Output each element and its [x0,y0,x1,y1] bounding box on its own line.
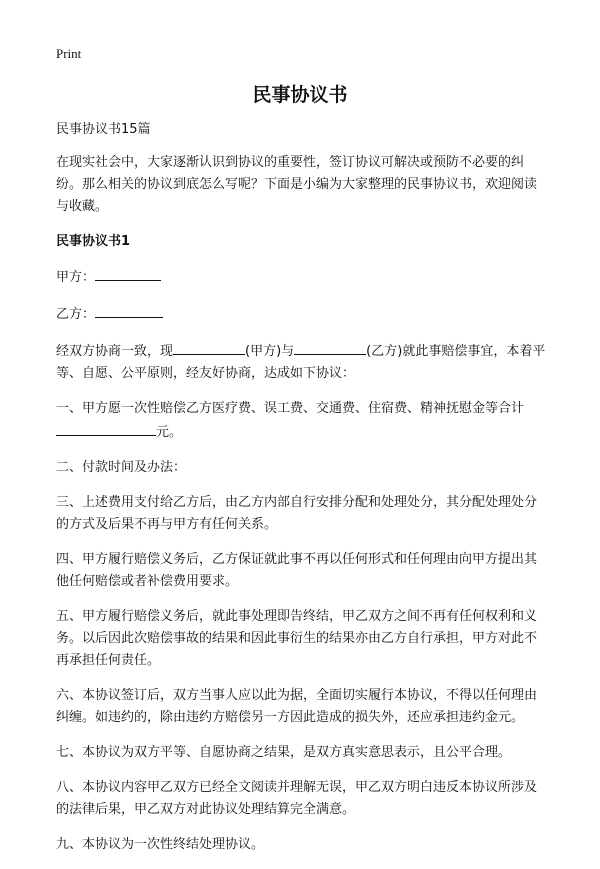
negotiation-text-2: (甲方)与 [245,344,295,359]
party-a-name-blank [173,339,245,355]
clause-1 [56,398,546,444]
amount-blank [56,420,156,436]
document-body [56,119,546,869]
clause-8: 八、本协议内容甲乙双方已经全文阅读并理解无误，甲乙双方明白违反本协议所涉及的法律后果，甲乙双方对此协议处理结算完全满意。 [56,780,538,817]
document-subtitle: 民事协议书15篇 [56,122,151,137]
clause-5: 五、甲方履行赔偿义务后，就此事处理即告终结，甲乙双方之间不再有任何权利和义务。以后因此次赔偿事故的结果和因此事衍生的结果亦由乙方自行承担，甲方对此不再承担任何责任。 [56,609,538,668]
clause-4: 四、甲方履行赔偿义务后，乙方保证就此事不再以任何形式和任何理由向甲方提出其他任何赔偿或者补偿费用要求。 [56,552,538,589]
clause-2: 二、付款时间及办法： [56,460,187,475]
negotiation-text-3: (乙方)就此事赔偿事宜，本着平等、自愿、公平原则，经友好协商，达成如下协议： [56,344,546,381]
clause-7: 七、本协议为双方平等、自愿协商之结果，是双方真实意思表示，且公平合理。 [56,745,512,760]
negotiation-paragraph [56,339,546,385]
clause-9: 九、本协议为一次性终结处理协议。 [56,837,265,852]
clause-1-suffix: 元。 [156,425,183,440]
section-heading: 民事协议书1 [56,234,131,249]
document-title: 民事协议书 [252,84,348,106]
party-b-blank [95,302,163,318]
party-a-line [56,265,546,289]
party-b-label: 乙方： [56,307,96,322]
party-b-line [56,302,546,326]
party-a-label: 甲方： [56,270,96,285]
print-link[interactable]: Print [56,46,82,61]
clause-1-text: 一、甲方愿一次性赔偿乙方医疗费、误工费、交通费、住宿费、精神抚慰金等合计 [56,401,525,416]
party-a-blank [95,265,161,281]
negotiation-text-1: 经双方协商一致，现 [56,344,174,359]
intro-paragraph: 在现实社会中，大家逐渐认识到协议的重要性，签订协议可解决或预防不必要的纠纷。那么相关的协议到底怎么写呢？下面是小编为大家整理的民事协议书，欢迎阅读与收藏。 [56,155,538,214]
party-b-name-blank [294,339,366,355]
clause-3: 三、上述费用支付给乙方后，由乙方内部自行安排分配和处理处分，其分配处理处分的方式及后果不再与甲方有任何关系。 [56,495,538,532]
clause-6: 六、本协议签订后，双方当事人应以此为据，全面切实履行本协议，不得以任何理由纠缠。如违约的，除由违约方赔偿另一方因此造成的损失外，还应承担违约金元。 [56,688,538,725]
